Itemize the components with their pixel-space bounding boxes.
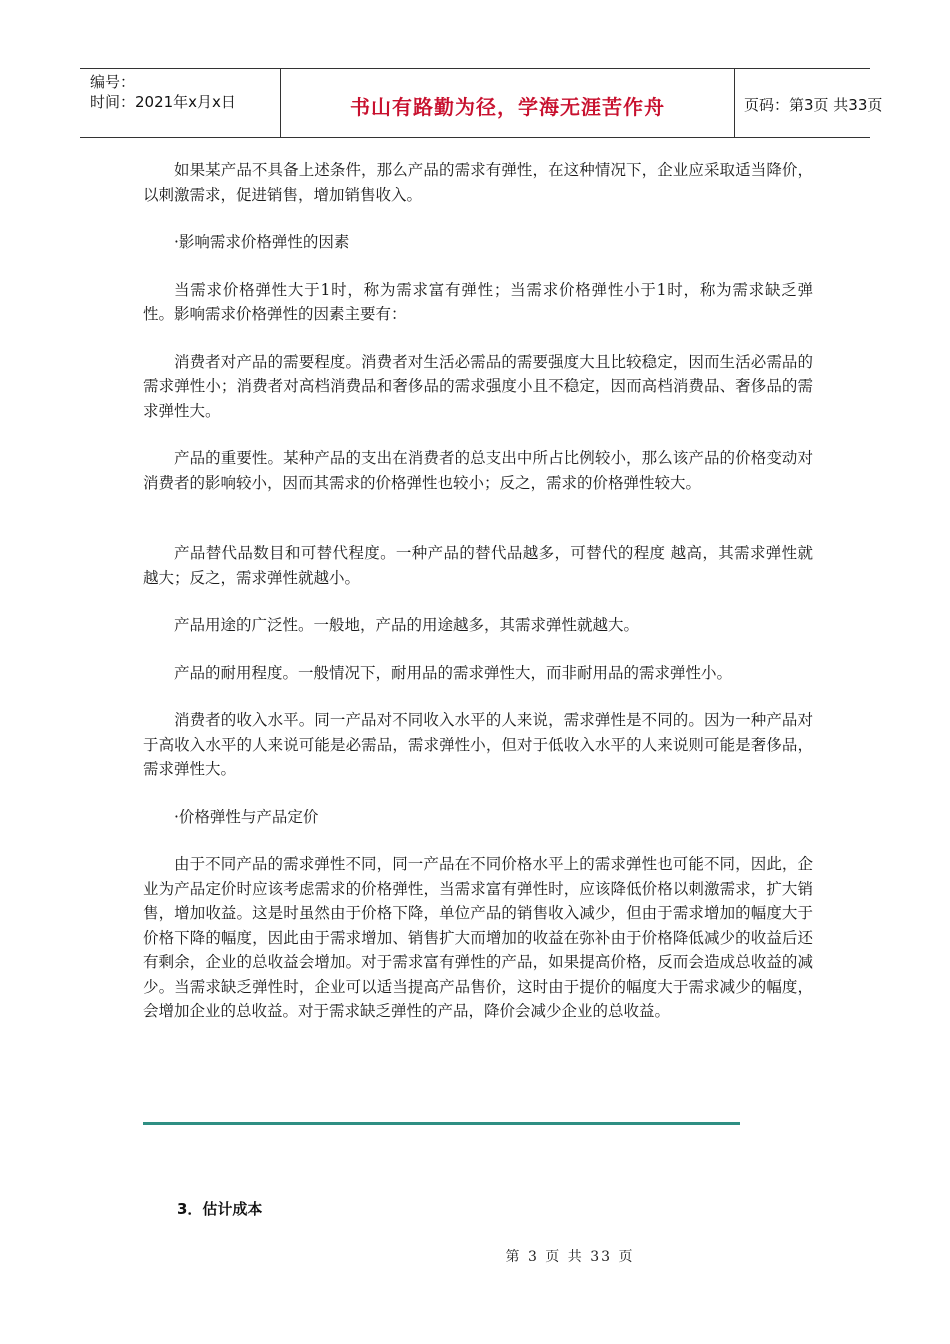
paragraph: 产品的重要性。某种产品的支出在消费者的总支出中所占比例较小，那么该产品的价格变动对消费者的影响较小，因而其需求的价格弹性也较小；反之，需求的价格弹性较大。	[143, 449, 813, 492]
paragraph: 产品用途的广泛性。一般地，产品的用途越多，其需求弹性就越大。	[174, 616, 640, 634]
page-header	[80, 68, 883, 138]
header-page-info: 页码：第3页 共33页	[744, 96, 883, 114]
paragraph: 消费者对产品的需要程度。消费者对生活必需品的需要强度大且比较稳定，因而生活必需品的需求弹性小；消费者对高档消费品和奢侈品的需求强度小且不稳定，因而高档消费品、奢侈品的需求弹性大。	[143, 352, 813, 420]
paragraph: 如果某产品不具备上述条件，那么产品的需求有弹性，在这种情况下，企业应采取适当降价，以刺激需求，促进销售，增加销售收入。	[143, 161, 813, 204]
document-number-label: 编号：	[90, 73, 136, 91]
document-date: 时间：2021年x月x日	[90, 93, 236, 111]
section-heading: 3．估计成本	[177, 1200, 263, 1218]
paragraph: 产品替代品数目和可替代程度。一种产品的替代品越多，可替代的程度 越高，其需求弹性就越大；反之，需求弹性就越小。	[143, 544, 813, 587]
paragraph: 由于不同产品的需求弹性不同，同一产品在不同价格水平上的需求弹性也可能不同，因此，企业为产品定价时应该考虑需求的价格弹性，当需求富有弹性时，应该降低价格以刺激需求，扩大销售，增加收益。这是时虽然由于价格下降，单位产品的销售收入减少，但由于需求增加的幅度大于价格下降的幅度，因此由于需求增加、销售扩大而增加的收益在弥补由于价格降低减少的收益后还有剩余，企业的总收益会增加。对于需求富有弹性的产品，如果提高价格，反而会造成总收益的减少。当需求缺乏弹性时，企业可以适当提高产品售价，这时由于提价的幅度大于需求减少的幅度，会增加企业的总收益。对于需求缺乏弹性的产品，降价会减少企业的总收益。	[143, 855, 813, 1020]
paragraph: 消费者的收入水平。同一产品对不同收入水平的人来说，需求弹性是不同的。因为一种产品对于高收入水平的人来说可能是必需品，需求弹性小，但对于低收入水平的人来说则可能是奢侈品，需求弹性大。	[143, 711, 813, 778]
subheading: ·价格弹性与产品定价	[174, 807, 319, 826]
header-meta	[80, 69, 280, 137]
header-motto-cell	[280, 69, 735, 137]
section-divider	[143, 1122, 740, 1125]
paragraph: 产品的耐用程度。一般情况下，耐用品的需求弹性大，而非耐用品的需求弹性小。	[174, 663, 733, 682]
document-body	[143, 158, 813, 1024]
header-motto: 书山有路勤为径，学海无涯苦作舟	[350, 95, 665, 119]
paragraph: 当需求价格弹性大于1时，称为需求富有弹性；当需求价格弹性小于1时，称为需求缺乏弹性。影响需求价格弹性的因素主要有：	[143, 280, 813, 323]
page-footer: 第 3 页 共 33 页	[505, 1249, 635, 1265]
subheading: ·影响需求价格弹性的因素	[174, 233, 350, 251]
header-page-cell	[734, 69, 883, 137]
